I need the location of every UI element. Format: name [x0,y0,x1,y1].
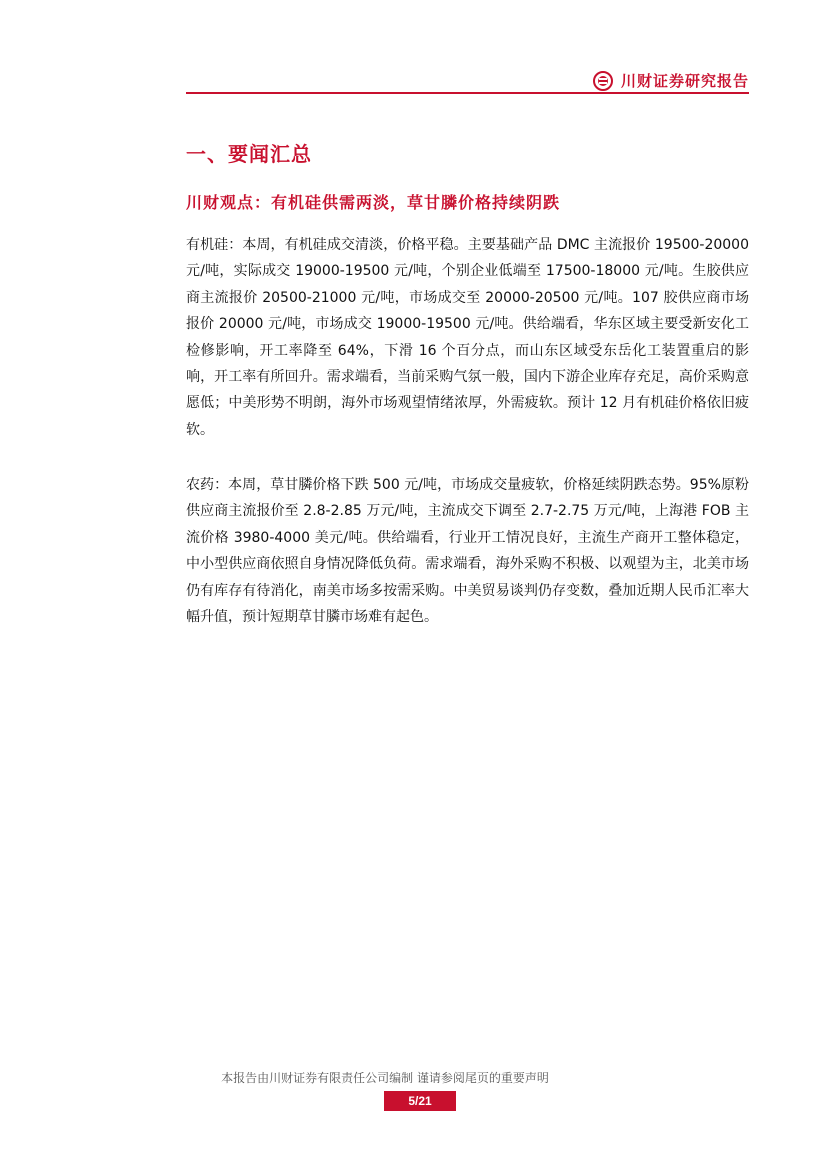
page-header [186,64,749,94]
subsection-title: 川财观点：有机硅供需两淡，草甘膦价格持续阴跌 [186,193,561,212]
header-rule [186,92,749,94]
footer-disclaimer: 本报告由川财证券有限责任公司编制 谨请参阅尾页的重要声明 [221,1071,549,1085]
paragraph-pesticide: 农药：本周，草甘膦价格下跌 500 元/吨，市场成交量疲软，价格延续阴跌态势。95%原粉供应商主流报价至 2.8-2.85 万元/吨，主流成交下调至 2.7-2.75 万元/吨，上海港 FOB 主流价格 3980-4000 美元/吨。供给端看，行业开工情况良好，主流生产商开工整体稳定，中小型供应商依照自身情况降低负荷。需求端看，海外采购不积极、以观望为主，北美市场仍有库存有待消化，南美市场多按需采购。中美贸易谈判仍存变数，叠加近期人民币汇率大幅升值，预计短期草甘膦市场难有起色。 [186,477,749,626]
section-title: 一、要闻汇总 [186,142,312,166]
paragraph-silicone: 有机硅：本周，有机硅成交清淡，价格平稳。主要基础产品 DMC 主流报价 19500-20000 元/吨，实际成交 19000-19500 元/吨，个别企业低端至 17500-18000 元/吨。生胶供应商主流报价 20500-21000 元/吨，市场成交至 20000-20500 元/吨。107 胶供应商市场报价 20000 元/吨，市场成交 19000-19500 元/吨。供给端看，华东区域主要受新安化工检修影响，开工率降至 64%，下滑 16 个百分点，而山东区域受东岳化工装置重启的影响，开工率有所回升。需求端看，当前采购气氛一般，国内下游企业库存充足，高价采购意愿低；中美形势不明朗，海外市场观望情绪浓厚，外需疲软。预计 12 月有机硅价格依旧疲软。 [186,237,749,438]
chuancai-logo-icon [593,71,613,91]
header-brand [593,70,749,91]
header-title: 川财证券研究报告 [620,72,749,90]
page-number: 5/21 [384,1091,456,1111]
logo-mark [598,76,608,86]
